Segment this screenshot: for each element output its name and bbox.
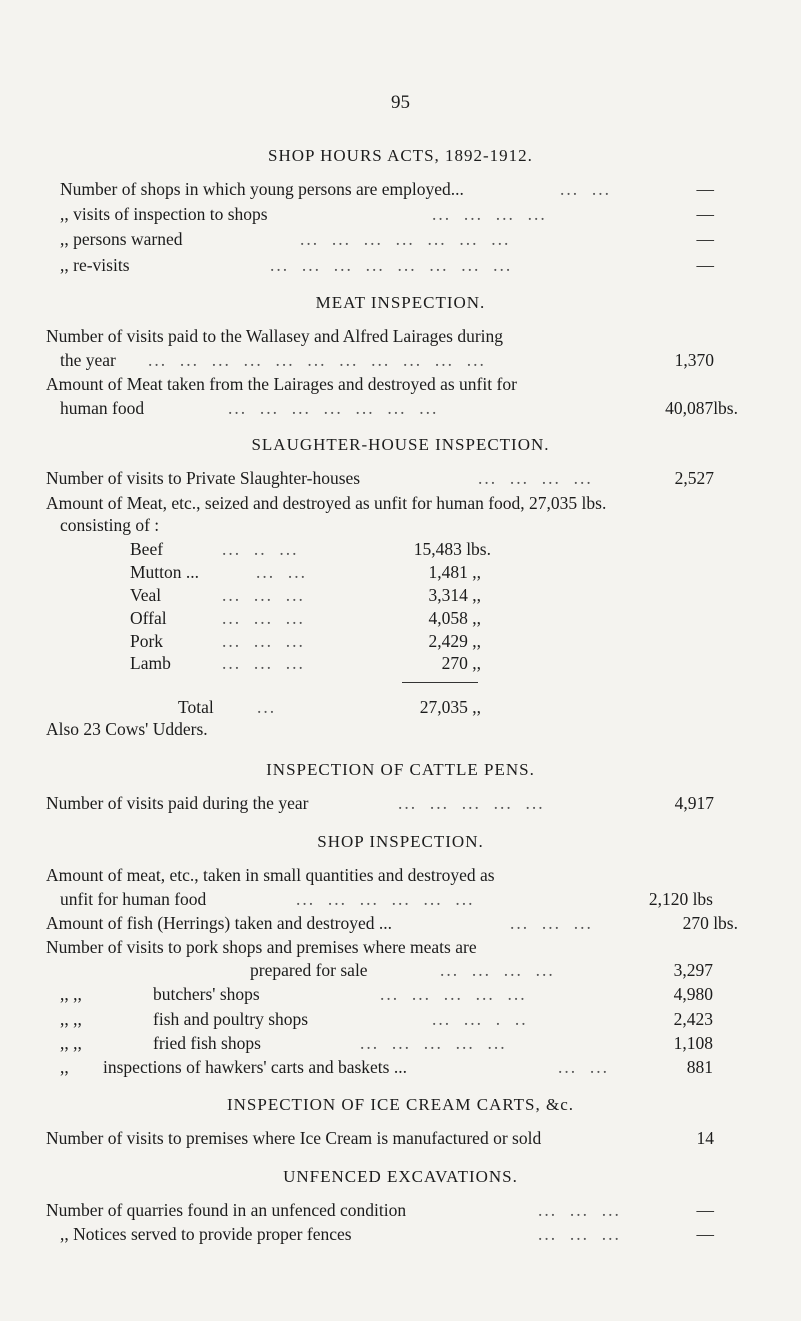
total-label: Total — [178, 697, 214, 717]
meat-item-value: 270 ,, — [441, 653, 481, 673]
shop-amount-value: 2,120 lbs — [648, 889, 713, 909]
page-number: 95 — [391, 92, 410, 113]
meat-visits-value: 1,370 — [674, 350, 714, 370]
shop-hours-title: SHOP HOURS ACTS, 1892-1912. — [268, 146, 533, 165]
ice-cream-title: INSPECTION OF ICE CREAM CARTS, &c. — [226, 1095, 575, 1114]
cattle-label: Number of visits paid during the year — [46, 793, 309, 813]
total-value: 27,035 ,, — [419, 697, 481, 717]
meat-item-value: 3,314 ,, — [428, 585, 481, 605]
cattle-title: INSPECTION OF CATTLE PENS. — [266, 760, 535, 779]
meat-item-name: Offal — [130, 608, 167, 628]
meat-amount-text: human food — [60, 398, 145, 418]
shop-amount-text: Amount of meat, etc., taken in small quantities and destroyed as — [46, 865, 495, 885]
meat-item-value: 1,481 ,, — [428, 562, 481, 582]
slaughter-amount-text: consisting of : — [60, 515, 160, 535]
meat-item-name: Beef — [130, 539, 164, 559]
pork-text: Number of visits to pork shops and premises where meats are — [46, 937, 477, 957]
shop-inspection-title: SHOP INSPECTION. — [317, 832, 484, 851]
meat-item-name: Lamb — [130, 653, 171, 673]
meat-amount-value: 40,087lbs. — [665, 398, 738, 418]
fish-label: Amount of fish (Herrings) taken and destroyed ... — [46, 913, 393, 933]
fish-value: 270 lbs. — [682, 913, 738, 933]
slaughter-amount-text: Amount of Meat, etc., seized and destroyed as unfit for human food, 27,035 lbs. — [46, 493, 607, 513]
slaughter-visits-value: 2,527 — [674, 468, 714, 488]
meat-visits-text: the year — [60, 350, 116, 370]
cattle-value: 4,917 — [674, 793, 714, 813]
meat-item-value: 4,058 ,, — [428, 608, 481, 628]
meat-visits-text: Number of visits paid to the Wallasey and Alfred Lairages during — [46, 326, 504, 346]
udders-note: Also 23 Cows' Udders. — [46, 719, 208, 739]
meat-item-value: 2,429 ,, — [428, 631, 481, 651]
meat-item-name: Mutton ... — [130, 562, 200, 582]
meat-item-name: Veal — [130, 585, 162, 605]
excavations-title: UNFENCED EXCAVATIONS. — [283, 1167, 518, 1186]
shop-amount-text: unfit for human food — [60, 889, 207, 909]
pork-value: 3,297 — [673, 960, 713, 980]
slaughter-visits-label: Number of visits to Private Slaughter-houses — [46, 468, 361, 488]
meat-amount-text: Amount of Meat taken from the Lairages and destroyed as unfit for — [46, 374, 517, 394]
pork-text: prepared for sale — [250, 960, 368, 980]
meat-title: MEAT INSPECTION. — [315, 293, 486, 312]
meat-item-value: 15,483 lbs. — [413, 539, 491, 559]
ice-cream-label: Number of visits to premises where Ice Cream is manufactured or sold — [46, 1128, 542, 1148]
ice-cream-value: 14 — [696, 1128, 714, 1148]
total-rule — [402, 682, 478, 683]
meat-item-name: Pork — [130, 631, 164, 651]
slaughter-title: SLAUGHTER-HOUSE INSPECTION. — [251, 435, 550, 454]
